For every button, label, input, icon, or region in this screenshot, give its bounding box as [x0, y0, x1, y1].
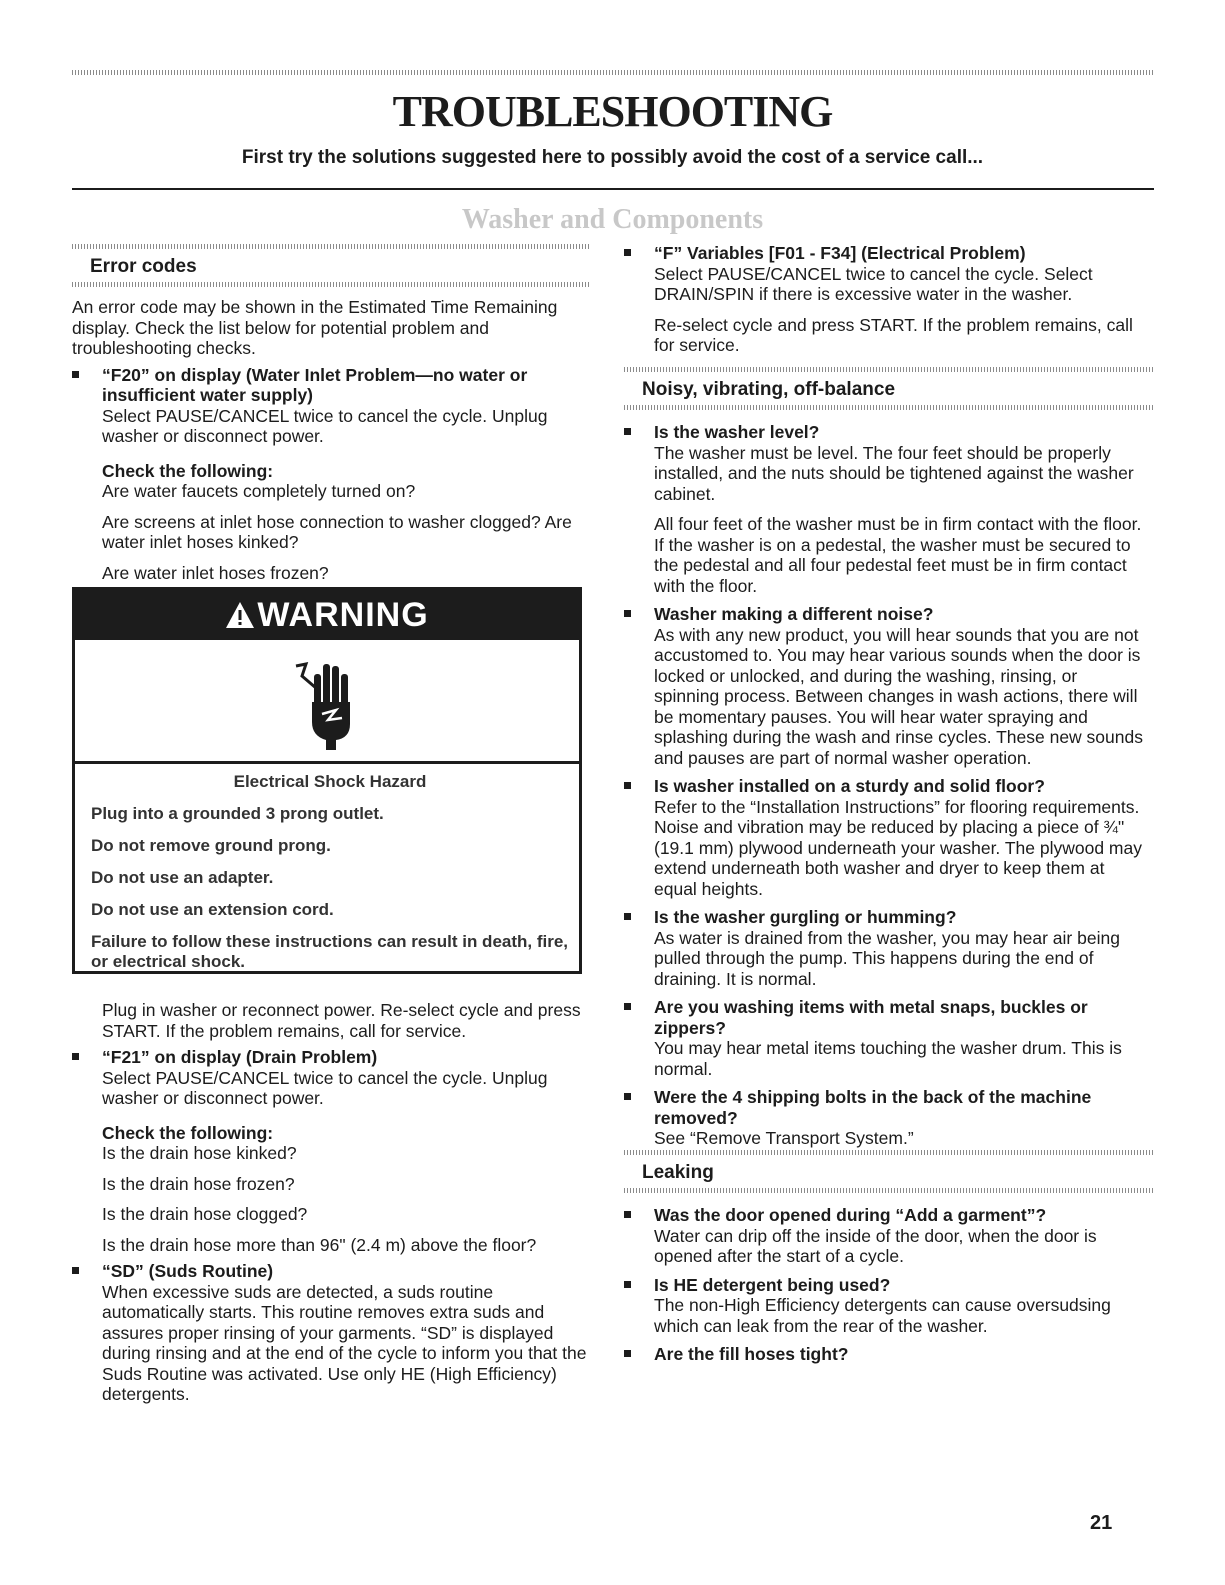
shock-icon-panel: [75, 640, 579, 764]
square-bullet-icon: [624, 1003, 631, 1010]
electrical-shock-hand-icon: [292, 652, 362, 752]
gurgle-answer: As water is drained from the washer, you may hear air being pulled through the pump. This happens during the end of draining. It is normal.: [654, 927, 1120, 989]
he-question: Is HE detergent being used?: [654, 1274, 891, 1295]
f21-check-heading: Check the following:: [102, 1122, 274, 1143]
f20-check-3: Are water inlet hoses frozen?: [102, 562, 329, 583]
level-answer-2: All four feet of the washer must be in firm contact with the floor. If the washer is on a pedestal, the washer must be secured to the pedestal and all four pedestal feet must be in firm contact with the floor.: [654, 514, 1142, 596]
list-item-f-variables: [624, 243, 1144, 356]
noise-answer: As with any new product, you will hear sounds that you are not accustomed to. You may hear various sounds when the door is locked or unlocked, and during the washing, rinsing, or spinning process. Between changes in wash actions, there will be momentary pauses. You will hear water spraying and splashing during the wash and rinse cycles. These new sounds and pauses are part of normal washer operation.: [654, 624, 1143, 768]
square-bullet-icon: [624, 1093, 631, 1100]
leaking-heading: Leaking: [642, 1162, 714, 1183]
warning-line-5: Failure to follow these instructions can result in death, fire, or electrical shock.: [91, 932, 569, 971]
gurgle-question: Is the washer gurgling or humming?: [654, 907, 957, 927]
leaking-heading-wrap: [624, 1161, 1154, 1185]
list-item-level: [624, 422, 1144, 596]
right-column-bottom: [624, 1205, 1144, 1365]
list-item-floor: [624, 776, 1144, 899]
list-item-metal: [624, 997, 1144, 1079]
bolts-answer: See “Remove Transport System.”: [654, 1128, 914, 1148]
warning-line-3: Do not use an adapter.: [91, 868, 274, 887]
page-subtitle: First try the solutions suggested here to possibly avoid the cost of a service call...: [241, 147, 984, 168]
he-answer: The non-High Efficiency detergents can cause oversudsing which can leak from the rear of the washer.: [654, 1295, 1111, 1336]
noisy-heading-wrap: [624, 378, 1154, 402]
f20-check-heading: Check the following:: [102, 460, 274, 481]
top-dither-rule: [72, 70, 1154, 75]
list-item-f21: [72, 1047, 590, 1255]
f20-check-2: Are screens at inlet hose connection to washer clogged? Are water inlet hoses kinked?: [102, 511, 572, 552]
leaking-rule-top: [624, 1150, 1154, 1155]
sd-answer: When excessive suds are detected, a suds routine automatically starts. This routine removes extra suds and assures proper rinsing of your garments. “SD” is displayed during rinsing and at the end of the cycle to inform you that the Suds Routine was activated. Use only HE (High Efficiency) detergents.: [102, 1281, 587, 1404]
metal-question: Are you washing items with metal snaps, buckles or zippers?: [654, 997, 1088, 1038]
leaking-rule-bottom: [624, 1188, 1154, 1193]
f21-check-4: Is the drain hose more than 96" (2.4 m) above the floor?: [102, 1234, 537, 1255]
list-item-gurgle: [624, 907, 1144, 989]
list-item-noise: [624, 604, 1144, 768]
list-item-he: [624, 1275, 1144, 1337]
f21-check-2: Is the drain hose frozen?: [102, 1173, 295, 1194]
fvar-question: “F” Variables [F01 - F34] (Electrical Problem): [654, 243, 1026, 263]
f21-check-3: Is the drain hose clogged?: [102, 1204, 308, 1224]
floor-answer: Refer to the “Installation Instructions” for flooring requirements. Noise and vibration may be reduced by placing a piece of ¾" (19.1 mm) plywood underneath your washer. The plywood may extend underneath both washer and dryer to keep them at equal heights.: [654, 796, 1142, 899]
square-bullet-icon: [624, 610, 631, 617]
warning-line-2: Do not remove ground prong.: [91, 836, 331, 855]
warning-text: [91, 772, 569, 972]
f21-check-1: Is the drain hose kinked?: [102, 1143, 297, 1163]
f20-question: “F20” on display (Water Inlet Problem—no water or insufficient water supply): [102, 364, 528, 405]
floor-question: Is washer installed on a sturdy and solid floor?: [654, 776, 1045, 796]
door-question: Was the door opened during “Add a garment”?: [654, 1205, 1047, 1225]
fvar-answer-2: Re-select cycle and press START. If the problem remains, call for service.: [654, 314, 1133, 355]
door-answer: Water can drip off the inside of the door, when the door is opened after the start of a cycle.: [654, 1225, 1097, 1266]
f20-check-1: Are water faucets completely turned on?: [102, 481, 416, 501]
warning-line-1: Plug into a grounded 3 prong outlet.: [91, 804, 384, 823]
hoses-question: Are the fill hoses tight?: [654, 1344, 849, 1364]
level-answer: The washer must be level. The four feet should be properly installed, and the nuts should be tightened against the washer cabinet.: [654, 442, 1134, 504]
f20-answer: Select PAUSE/CANCEL twice to cancel the cycle. Unplug washer or disconnect power.: [102, 405, 548, 446]
square-bullet-icon: [624, 1211, 631, 1218]
error-codes-heading: Error codes: [90, 256, 197, 277]
noisy-heading: Noisy, vibrating, off-balance: [642, 379, 896, 400]
right-column-middle: [624, 422, 1144, 1149]
square-bullet-icon: [72, 1267, 79, 1274]
warning-triangle-icon: [225, 601, 255, 629]
warning-box: [72, 587, 582, 974]
f21-answer: Select PAUSE/CANCEL twice to cancel the cycle. Unplug washer or disconnect power.: [102, 1067, 548, 1108]
metal-answer: You may hear metal items touching the washer drum. This is normal.: [654, 1038, 1122, 1079]
warning-line-4: Do not use an extension cord.: [91, 900, 334, 919]
warning-hazard: Electrical Shock Hazard: [233, 772, 427, 791]
warning-banner: [75, 590, 579, 640]
error-codes-rule-top: [72, 244, 590, 249]
right-column-top: [624, 243, 1144, 356]
page-title: TROUBLESHOOTING: [392, 87, 833, 136]
noisy-rule-top: [624, 367, 1154, 372]
list-item-f20: [72, 365, 590, 584]
square-bullet-icon: [624, 913, 631, 920]
bolts-question: Were the 4 shipping bolts in the back of the machine removed?: [654, 1087, 1092, 1128]
error-codes-rule-bottom: [72, 282, 590, 287]
fvar-answer: Select PAUSE/CANCEL twice to cancel the cycle. Select DRAIN/SPIN if there is excessive water in the washer.: [654, 263, 1093, 304]
noise-question: Washer making a different noise?: [654, 604, 934, 624]
section-title: Washer and Components: [461, 204, 764, 235]
square-bullet-icon: [72, 1053, 79, 1060]
noisy-rule-bottom: [624, 405, 1154, 410]
f21-question: “F21” on display (Drain Problem): [102, 1047, 378, 1067]
left-column-upper: [72, 297, 590, 583]
square-bullet-icon: [624, 428, 631, 435]
left-column-top: [72, 255, 590, 279]
page-number: 21: [1090, 1512, 1113, 1534]
level-question: Is the washer level?: [654, 422, 820, 442]
square-bullet-icon: [72, 371, 79, 378]
square-bullet-icon: [624, 249, 631, 256]
error-intro: An error code may be shown in the Estimated Time Remaining display. Check the list below for potential problem and troubleshooting checks.: [72, 297, 558, 358]
square-bullet-icon: [624, 1350, 631, 1357]
square-bullet-icon: [624, 1281, 631, 1288]
list-item-door: [624, 1205, 1144, 1267]
list-item-bolts: [624, 1087, 1144, 1149]
list-item-sd: [72, 1261, 590, 1405]
left-column-lower: [72, 1000, 590, 1405]
square-bullet-icon: [624, 782, 631, 789]
sd-question: “SD” (Suds Routine): [102, 1261, 274, 1281]
warning-label: WARNING: [257, 596, 429, 634]
header-rule: [72, 188, 1154, 190]
list-item-hoses: [624, 1344, 1144, 1365]
after-warning-text: Plug in washer or reconnect power. Re-select cycle and press START. If the problem remains, call for service.: [102, 1000, 581, 1041]
